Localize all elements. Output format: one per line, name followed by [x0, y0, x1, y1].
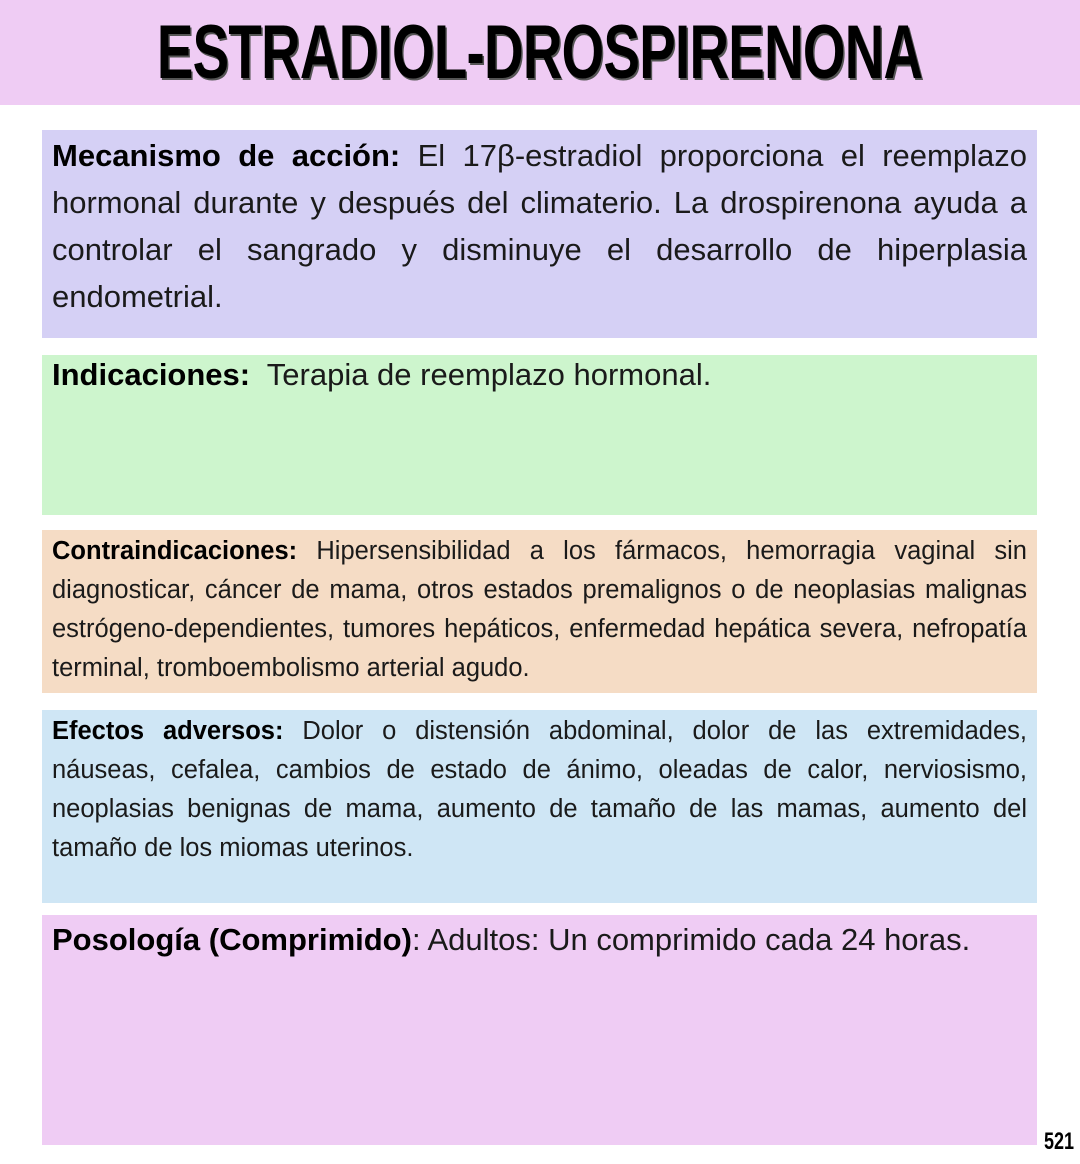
- section-text: Dolor o distensión abdominal, dolor de las extremidades, náuseas, cefalea, cambios de estado de ánimo, oleadas de calor, nerviosismo, neoplasias benignas de mama, aumento de tamaño de las mamas, aumento del tamaño de los miomas uterinos.: [52, 717, 1027, 862]
- section-indicaciones: [42, 355, 1037, 515]
- section-label: Indicaciones:: [52, 357, 251, 392]
- section-text: Terapia de reemplazo hormonal.: [250, 357, 712, 392]
- title-banner: [0, 0, 1080, 105]
- page-title: ESTRADIOL-DROSPIRENONA: [157, 10, 923, 95]
- page-number: 521: [1043, 1128, 1074, 1155]
- section-text: : Adultos: Un comprimido cada 24 horas.: [411, 922, 971, 957]
- section-contraindicaciones: [42, 530, 1037, 693]
- section-text: El 17β-estradiol proporciona el reemplazo hormonal durante y después del climaterio. La drospirenona ayuda a controlar el sangrado y disminuye el desarrollo de hiperplasia endometrial.: [52, 138, 1027, 314]
- section-label: Posología (Comprimido): [52, 922, 412, 957]
- section-label: Contraindicaciones:: [52, 537, 298, 565]
- section-mecanismo: [42, 130, 1037, 338]
- section-label: Efectos adversos:: [52, 717, 284, 745]
- section-efectos-adversos: [42, 710, 1037, 903]
- section-posologia: [42, 915, 1037, 1145]
- section-label: Mecanismo de acción:: [52, 138, 401, 173]
- section-text: Hipersensibilidad a los fármacos, hemorragia vaginal sin diagnosticar, cáncer de mama, otros estados premalignos o de neoplasias malignas estrógeno-dependientes, tumores hepáticos, enfermedad hepática severa, nefropatía terminal, tromboembolismo arterial agudo.: [52, 537, 1027, 682]
